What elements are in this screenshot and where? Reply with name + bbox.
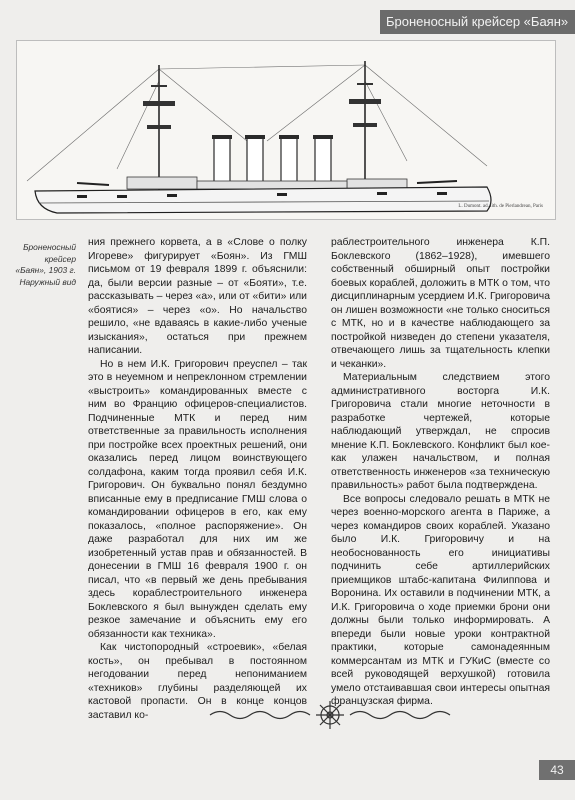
text-column-right xyxy=(331,236,550,709)
paragraph: Материальным следствием этого административного восторга И.К. Григоровича стали многие неточности в разработке чертежей, которые наблюдающий утверждал, не спросив мнение К.П. Боклевского. Конфликт был кое-как улажен начальством, и полная ответственность инженеров «за техническую правильность» работ была подтверждена. xyxy=(331,372,550,491)
paragraph: Но в нем И.К. Григорович преуспел – так это в неуемном и непреклонном стремлении «выстроить» командированных вместе с ним во Францию офицеров-специалистов. Подчиненные МТК и перед ним ответственные за правильность исполнения при постройке всех проектных решений, они оказались перед лицом воинствующего солдафона, каким тогда проявил себя И.К. Григорович. Он буквально понял бездумно вписанные ему в предписание ГМШ слова о командировании офицеров в его, как ему показалось, «полное распоряжение». Он даже разработал для них им же изобретенный устав прав и обязанностей. В донесении в ГМШ 16 февраля 1900 г. он писал, что «в первый же день пребывания здесь кораблестроительного инженера Боклевского я был вынужден сделать ему резкое замечание и объяснить ему его обязанности как техника». xyxy=(88,358,307,640)
ornamental-divider xyxy=(200,700,460,730)
page-number: 43 xyxy=(539,760,575,780)
figure-caption: Броненосный крейсер «Баян», 1903 г. Наружный вид xyxy=(15,242,76,287)
paragraph: ния прежнего корвета, а в «Слове о полку Игореве» фигурирует «Боян». Из ГМШ письмом от 19 февраля 1899 г. объяснили: да, были версии разные – от «Бояти», т.е. рассказывать – через «а», или от «бити» или «боятися» – через «о». Но начальство решило, «не вдаваясь в какие-либо ученые изыскания», остаться при прежнем написании. xyxy=(88,237,307,356)
plate-credit: L. Dumont. ad. lith. de Pierlandrean, Paris xyxy=(458,204,543,209)
paragraph: Как чистопородный «строевик», «белая кость», он пребывал в постоянном негодовании перед непониманием «техников» глубины разделяющей их кастовой пропасти. Он в конце концов заставил ко- xyxy=(88,642,307,721)
paragraph: Все вопросы следовало решать в МТК не через военно-морского агента в Париже, а через командиров своих кораблей. Указано было И.К. Григоровичу и на необоснованность его инициативы подчинить себе артиллерийских приемщиков штабс-капитана Филиппова и Воронина. Их оставили в подчинении МТК, а И.К. Григоровича о ходе приемки брони они должны были только информировать. А впереди были новые уроки контрактной практики, которые самонадеянным коммерсантам из МТК и ГУКиС (вместе со всей руководящей верхушкой) готовила умело отстаивавшая свои интересы опытная французская фирма. xyxy=(331,493,550,707)
ship-drawing xyxy=(17,41,555,219)
ship-wheel-ornament-icon xyxy=(200,700,460,730)
running-header xyxy=(380,10,575,34)
paragraph: раблестроительного инженера К.П. Боклевского (1862–1928), имевшего собственный обширный опыт постройки боевых кораблей, доложить в МТК о том, что дисциплинарным усердием И.К. Григоровича он лишен возможности «не только сноситься с МТК, но и в качестве наблюдающего за постройкой низведен до степени указателя, отвечающего лишь за тщательность клепки и чеканки». xyxy=(331,237,550,370)
text-column-left xyxy=(88,236,307,722)
running-header-title: Броненосный крейсер «Баян» xyxy=(386,14,569,29)
ship-illustration xyxy=(16,40,556,220)
